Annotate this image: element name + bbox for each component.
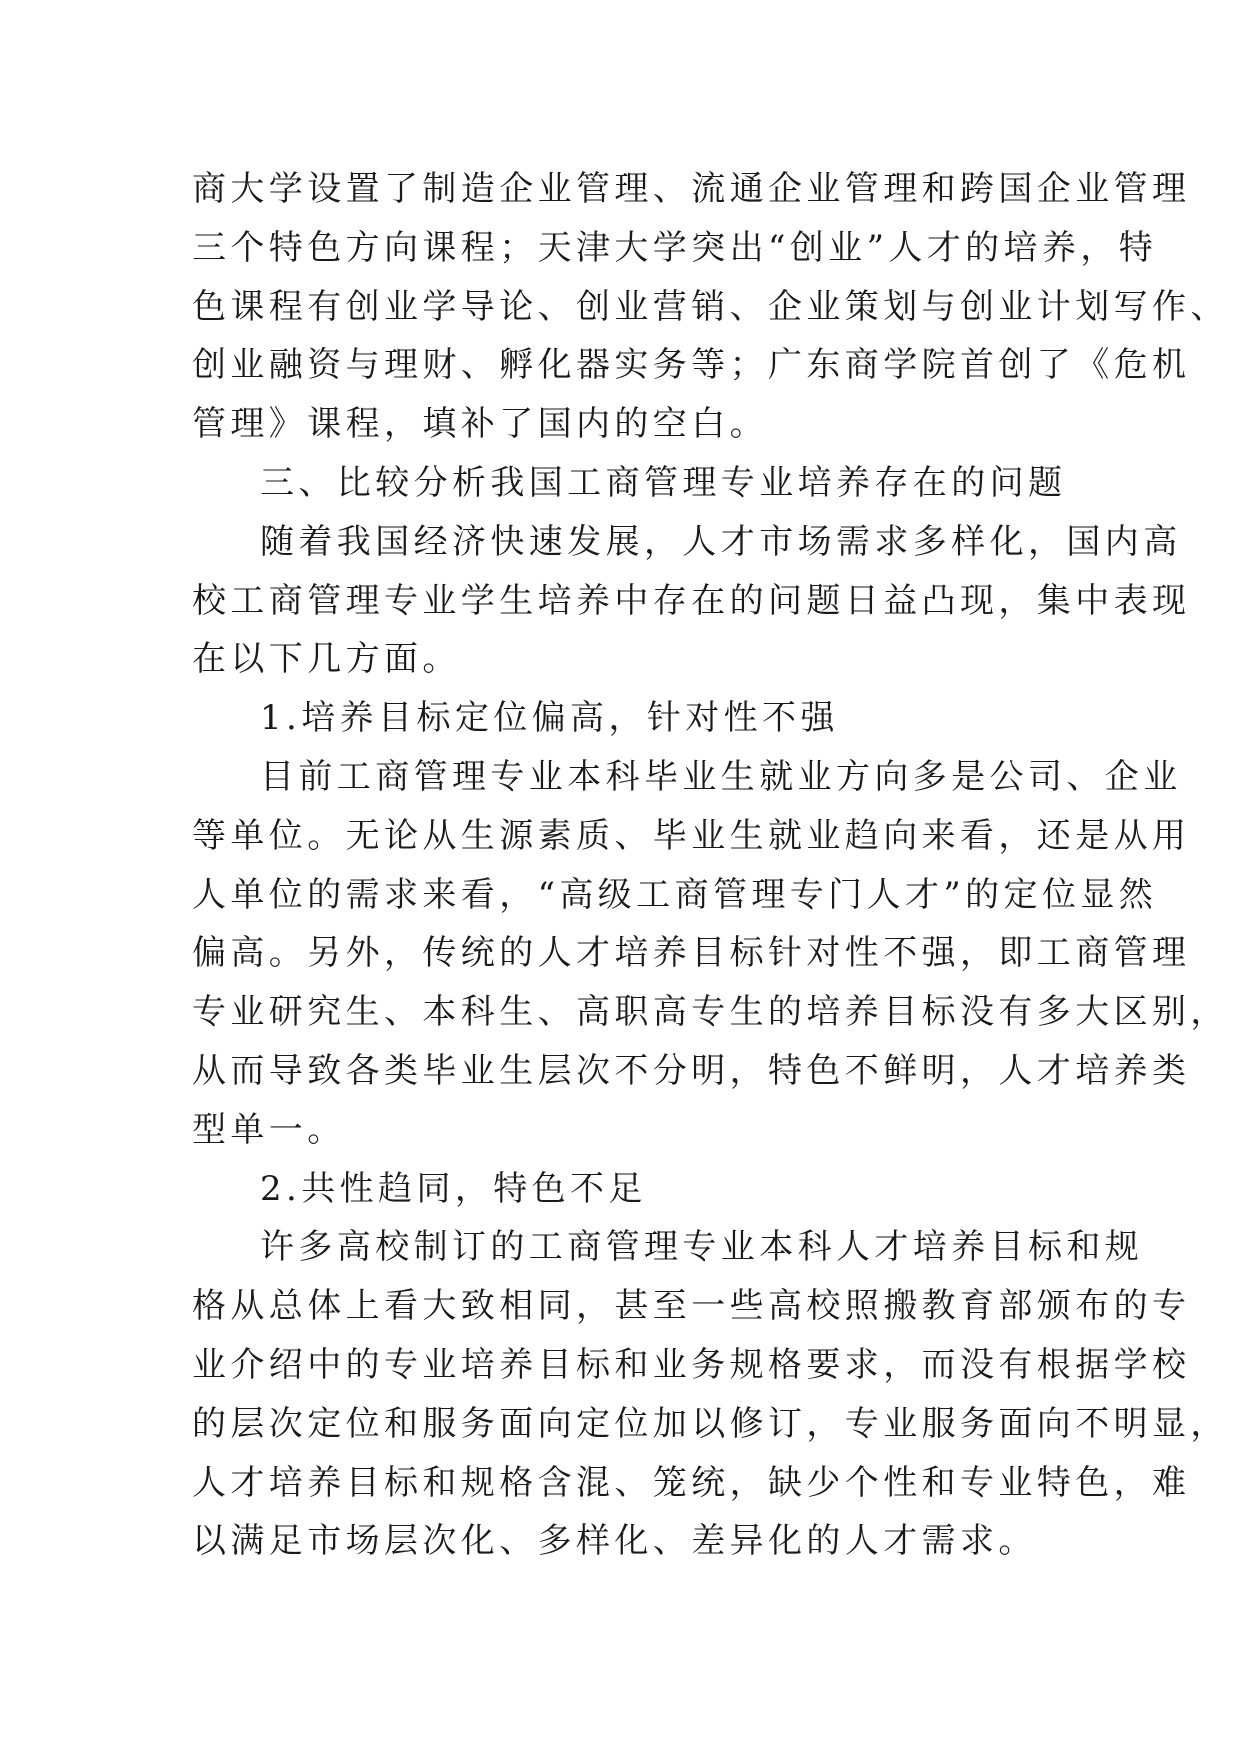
text-line: 从而导致各类毕业生层次不分明，特色不鲜明，人才培养类 — [192, 1050, 1191, 1091]
text-line: 创业融资与理财、孵化器实务等；广东商学院首创了《危机 — [192, 345, 1191, 386]
text-line: 色课程有创业学导论、创业营销、企业策划与创业计划写作、 — [192, 286, 1229, 327]
text-line: 商大学设置了制造企业管理、流通企业管理和跨国企业管理 — [192, 169, 1191, 209]
text-line: 目前工商管理专业本科毕业生就业方向多是公司、企业 — [260, 756, 1182, 797]
text-line: 管理》课程，填补了国内的空白。 — [192, 404, 768, 445]
text-line: 随着我国经济快速发展，人才市场需求多样化，国内高 — [260, 521, 1182, 562]
paragraph — [192, 513, 1191, 689]
text-line: 业介绍中的专业培养目标和业务规格要求，而没有根据学校 — [192, 1344, 1191, 1385]
paragraph — [192, 1218, 1229, 1571]
text-line: 偏高。另外，传统的人才培养目标针对性不强，即工商管理 — [192, 933, 1191, 974]
text-line: 人单位的需求来看，“高级工商管理专门人才”的定位显然 — [192, 874, 1158, 915]
text-line: 等单位。无论从生源素质、毕业生就业趋向来看，还是从用 — [192, 815, 1191, 856]
text-line: 人才培养目标和规格含混、笼统，缺少个性和专业特色，难 — [192, 1462, 1191, 1503]
subsection-heading — [192, 1160, 1052, 1219]
heading-line: 三、比较分析我国工商管理专业培养存在的问题 — [260, 462, 1067, 503]
heading-line: 1.培养目标定位偏高，针对性不强 — [260, 698, 839, 739]
text-line: 型单一。 — [192, 1109, 346, 1150]
subsection-heading — [192, 689, 1052, 748]
text-line: 格从总体上看大致相同，甚至一些高校照搬教育部颁布的专 — [192, 1286, 1191, 1327]
text-line: 许多高校制订的工商管理专业本科人才培养目标和规 — [260, 1227, 1144, 1268]
text-line: 的层次定位和服务面向定位加以修订，专业服务面向不明显， — [192, 1403, 1229, 1444]
section-heading — [192, 454, 1067, 513]
paragraph — [192, 748, 1229, 1160]
paragraph-continuation — [192, 160, 1229, 454]
text-line: 专业研究生、本科生、高职高专生的培养目标没有多大区别， — [192, 992, 1229, 1033]
text-line: 在以下几方面。 — [192, 639, 461, 680]
text-line: 以满足市场层次化、多样化、差异化的人才需求。 — [192, 1521, 1037, 1562]
text-line: 校工商管理专业学生培养中存在的问题日益凸现，集中表现 — [192, 580, 1191, 621]
text-line: 三个特色方向课程；天津大学突出“创业”人才的培养，特 — [192, 227, 1158, 268]
body-text — [192, 160, 1229, 1571]
heading-line: 2.共性趋同，特色不足 — [260, 1168, 647, 1209]
